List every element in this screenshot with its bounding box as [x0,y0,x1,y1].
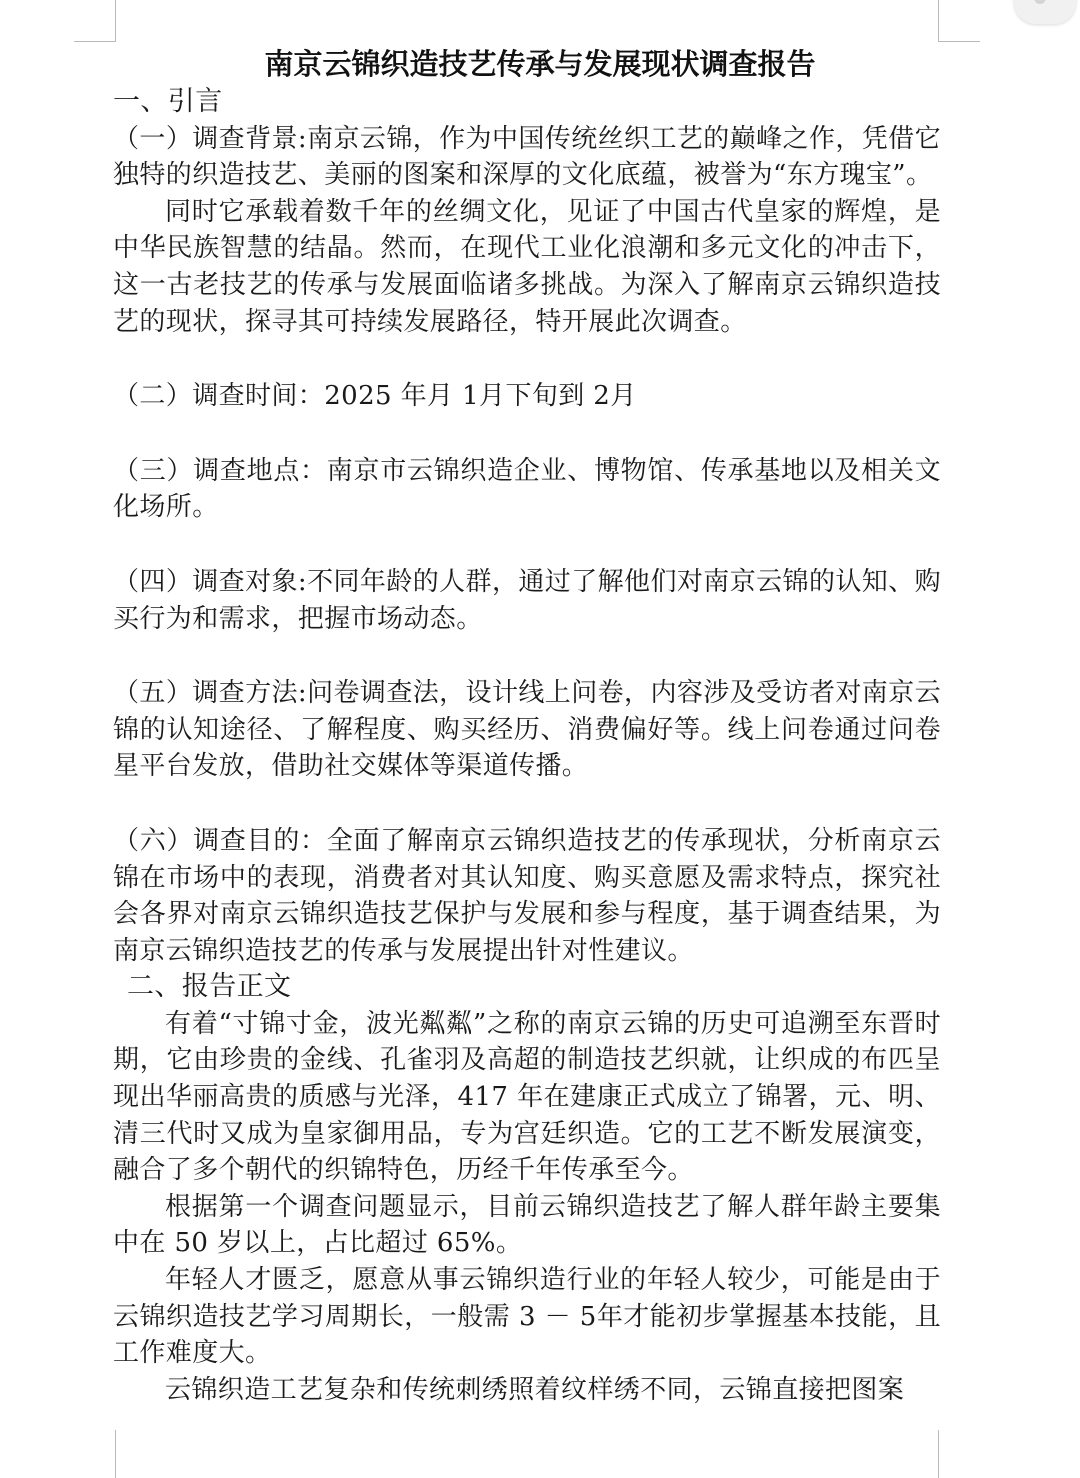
paragraph-method: （五）调查方法:问卷调查法，设计线上问卷，内容涉及受访者对南京云锦的认知途径、了解程度、购买经历、消费偏好等。线上问卷通过问卷星平台发放，借助社交媒体等渠道传播。 [113,678,941,782]
document-title: 南京云锦织造技艺传承与发展现状调查报告 [264,47,816,81]
paragraph-history: 有着“寸锦寸金，波光粼粼”之称的南京云锦的历史可追溯至东晋时期，它由珍贵的金线、孔雀羽及高超的制造技艺织就，让织成的布匹呈现出华丽高贵的质感与光泽，417 年在建康正式成立了锦署，元、明、清三代时又成为皇家御用品，专为宫廷织造。它的工艺不断发展演变，融合了多个朝代的织锦特色，历经千年传承至今。 [113,1008,941,1186]
paragraph-background-2: 同时它承载着数千年的丝绸文化，见证了中国古代皇家的辉煌，是中华民族智慧的结晶。然而，在现代工业化浪潮和多元文化的冲击下，这一古老技艺的传承与发展面临诸多挑战。为深入了解南京云锦织造技艺的现状，探寻其可持续发展路径，特开展此次调查。 [113,196,941,337]
paragraph-craft: 云锦织造工艺复杂和传统刺绣照着纹样绣不同，云锦直接把图案 [165,1374,905,1405]
floating-tool-button[interactable] [1014,0,1076,24]
paragraph-place: （三）调查地点：南京市云锦织造企业、博物馆、传承基地以及相关文化场所。 [113,455,941,523]
paragraph-talent: 年轻人才匮乏，愿意从事云锦织造行业的年轻人较少，可能是由于云锦织造技艺学习周期长，一般需 3 － 5年才能初步掌握基本技能，且工作难度大。 [113,1265,941,1369]
tool-dot-icon [1034,0,1046,4]
crop-mark-top-left [115,0,116,42]
section-heading-body: 二、报告正文 [127,971,292,1003]
crop-mark-top-right [938,0,939,42]
section-heading-intro: 一、引言 [113,86,223,117]
document-body [113,84,941,1408]
paragraph-purpose: （六）调查目的：全面了解南京云锦织造技艺的传承现状，分析南京云锦在市场中的表现，消费者对其认知度、购买意愿及需求特点，探究社会各界对南京云锦织造技艺保护与发展和参与程度，基于调查结果，为南京云锦织造技艺的传承与发展提出针对性建议。 [113,825,941,966]
paragraph-object: （四）调查对象:不同年龄的人群，通过了解他们对南京云锦的认知、购买行为和需求，把握市场动态。 [113,566,941,634]
crop-mark-bottom-left [115,1430,116,1478]
crop-mark-bottom-right [938,1430,939,1478]
paragraph-time: （二）调查时间：2025 年月 1月下旬到 2月 [113,381,637,412]
paragraph-background: （一）调查背景:南京云锦，作为中国传统丝织工艺的巅峰之作，凭借它独特的织造技艺、美丽的图案和深厚的文化底蕴，被誉为“东方瑰宝”。 [113,123,941,191]
paragraph-age: 根据第一个调查问题显示，目前云锦织造技艺了解人群年龄主要集中在 50 岁以上，占比超过 65%。 [113,1191,941,1259]
